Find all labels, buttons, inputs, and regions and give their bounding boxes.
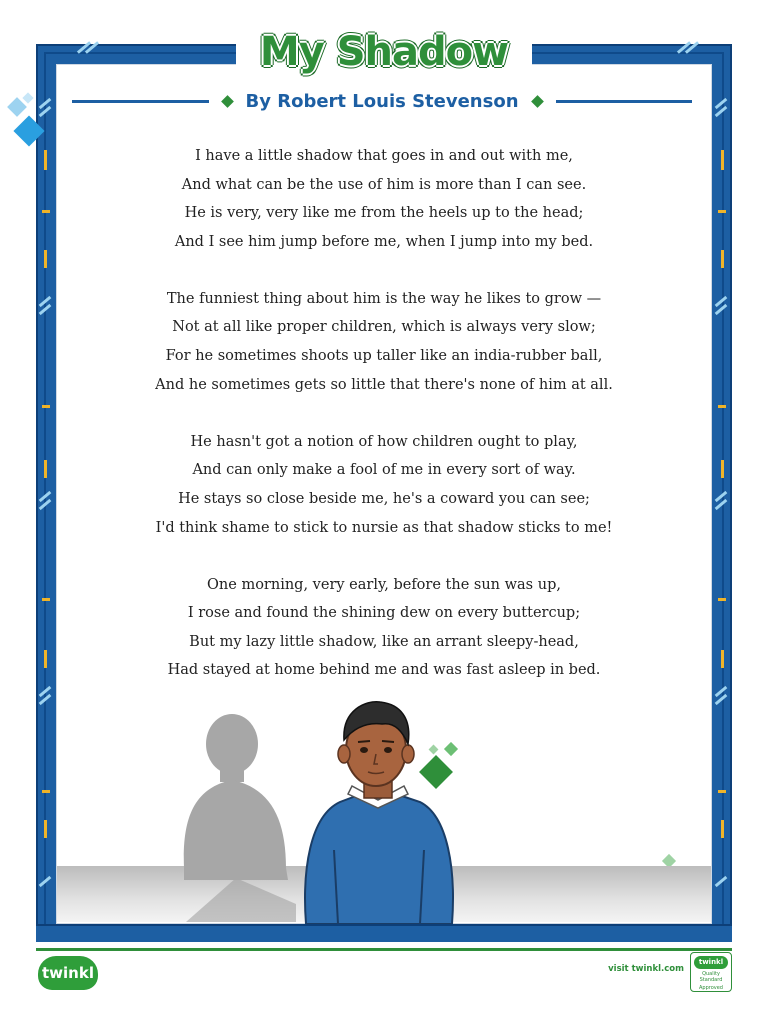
byline-row [72, 88, 692, 114]
poem-line: I'd think shame to stick to nursie as that shadow sticks to me! [155, 519, 613, 536]
poem-line: And can only make a fool of me in every sort of way. [192, 462, 576, 479]
boy-illustration [296, 700, 462, 924]
diamond-icon [221, 95, 234, 108]
page-title: My Shadow [259, 29, 509, 75]
poem-line: He stays so close beside me, he's a coward you can see; [178, 490, 590, 507]
diamond-icon [531, 95, 544, 108]
twinkl-logo[interactable]: twinkl [38, 956, 98, 990]
byline-divider-right [556, 100, 693, 103]
poem-line: For he sometimes shoots up taller like an india-rubber ball, [165, 348, 603, 365]
poem-line: I have a little shadow that goes in and out with me, [195, 148, 573, 164]
poem-line: One morning, very early, before the sun was up, [207, 576, 561, 593]
byline-divider-left [72, 100, 209, 103]
footer-divider [36, 948, 732, 951]
badge-line: Quality Standard [699, 971, 723, 983]
visit-link[interactable]: visit twinkl.com [608, 964, 684, 974]
poem-line: But my lazy little shadow, like an arrant sleepy-head, [189, 633, 579, 650]
badge-line: Approved [699, 985, 723, 991]
poem-line: The funniest thing about him is the way he likes to grow — [166, 290, 602, 307]
poem-body [80, 142, 688, 714]
poem-line: Not at all like proper children, which is always very slow; [172, 319, 596, 336]
poem-line: I rose and found the shining dew on every buttercup; [187, 605, 581, 622]
blue-diamonds-icon [4, 90, 54, 154]
poem-line: Had stayed at home behind me and was fast asleep in bed. [167, 662, 601, 679]
poem-stanza [80, 285, 688, 399]
quality-badge-icon [690, 952, 732, 992]
shadow-figure [176, 708, 296, 922]
poem-line: And what can be the use of him is more than I can see. [181, 176, 587, 193]
author-byline: By Robert Louis Stevenson [245, 90, 519, 112]
poem-line: He hasn't got a notion of how children ought to play, [190, 433, 578, 450]
badge-logo: twinkl [694, 956, 728, 969]
poem-line: And he sometimes gets so little that there's none of him at all. [155, 376, 613, 393]
poem-stanza [80, 571, 688, 685]
frame-bottom-bar [36, 924, 732, 942]
poem-stanza [80, 142, 688, 256]
poem-line: And I see him jump before me, when I jump into my bed. [174, 233, 594, 250]
poem-line: He is very, very like me from the heels up to the head; [184, 205, 584, 222]
title-banner [236, 24, 532, 80]
poem-stanza [80, 428, 688, 542]
